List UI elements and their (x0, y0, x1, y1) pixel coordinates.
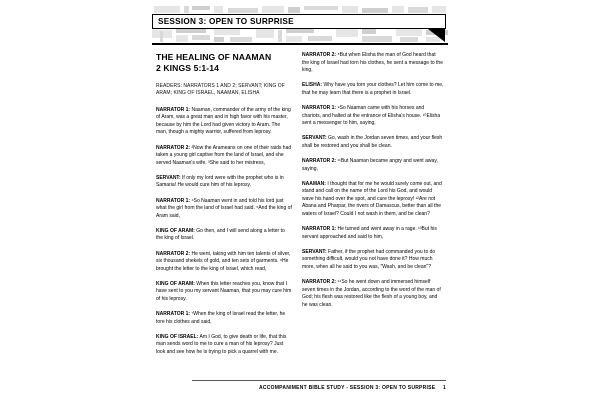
speech-text: I thought that for me he would surely come out, and stand and call on the name of the Lord his God, and would wave his hand over the spot, and cure the leprosy! ¹²Are not Abana and Pharpar, the rivers of Damascus, better than all the waters of Israel? Could I not wash in them, and be clean? (302, 180, 442, 217)
script-paragraph (156, 145, 292, 168)
speech-text: He went, taking with him ten talents of silver, six thousand shekels of gold, and ten sets of garments. ⁶He brought the letter to the king of Israel, which read, (156, 250, 291, 272)
script-paragraph (302, 82, 444, 97)
speech-text: ⁴So Naaman went in and told his lord just what the girl from the land of Israel had said. ⁵And the king of Aram said, (156, 197, 292, 219)
footer-divider-rule (192, 380, 446, 381)
speech-text: Go, wash in the Jordan seven times, and your flesh shall be restored and you shall be clean. (302, 135, 443, 149)
speech-text: When this letter reaches you, know that I have sent to you my servant Naaman, that you may cure him of his leprosy. (156, 280, 292, 302)
script-paragraph (156, 334, 292, 357)
speaker-label: KING OF ARAM: (156, 227, 195, 234)
script-paragraph (302, 226, 444, 241)
script-paragraph (156, 107, 292, 137)
speaker-label: SERVANT: (156, 174, 181, 181)
speaker-label: SERVANT: (302, 248, 327, 255)
speaker-label: NAAMAN: (302, 180, 326, 187)
footer-label: ACCOMPANIMENT BIBLE STUDY - SESSION 3: OPEN TO SURPRISE (259, 385, 436, 391)
speaker-label: NARRATOR 2: (302, 279, 337, 286)
speaker-label: SERVANT: (302, 135, 327, 142)
page-number: 1 (442, 385, 446, 391)
speaker-label: NARRATOR 2: (302, 157, 337, 164)
speech-text: Naaman, commander of the army of the king of Aram, was a great man and in high favor with his master, because by him the Lord had given victory to Aram. The man, though a mighty warrior, suffered from leprosy. (156, 106, 291, 136)
speech-text: ⁹So Naaman came with his horses and chariots, and halted at the entrance of Elisha's house. ¹⁰Elisha sent a messenger to him, saying, (302, 104, 441, 127)
left-column-paragraphs (156, 107, 292, 357)
readers-line: READERS: NARRATORS 1 AND 2; SERVANT; KING OF ARAM; KING OF ISRAEL, NAAMAN, ELISHA (156, 82, 285, 97)
script-paragraph (156, 198, 292, 221)
script-paragraph (156, 281, 292, 304)
script-paragraph (302, 158, 444, 173)
speech-text: Father, if the prophet had commanded you to do something difficult, would you not have done it? How much more, when all he said to you was, "Wash, and be clean"? (302, 248, 436, 270)
script-paragraph (302, 249, 444, 272)
speaker-label: NARRATOR 2: (156, 144, 191, 151)
speaker-label: NARRATOR 1: (156, 197, 191, 204)
session-title-label: SESSION 3: OPEN TO SURPRISE (158, 17, 294, 26)
speaker-label: NARRATOR 1: (302, 104, 337, 111)
speech-text: ²Now the Arameans on one of their raids had taken a young girl captive from the land of Israel, and she served Naaman's wife. ³She said to her mistress, (156, 144, 292, 166)
right-column-paragraphs (302, 52, 444, 309)
speech-text: ⁷When the king of Israel read the letter, he tore his clothes and said, (156, 311, 286, 325)
speaker-label: NARRATOR 1: (302, 226, 337, 233)
speaker-label: ELISHA: (302, 82, 323, 89)
speaker-label: NARRATOR 1: (156, 106, 191, 113)
session-title-box (152, 14, 446, 29)
header-divider-rule (152, 43, 448, 45)
speech-text: Why have you torn your clothes? Let him come to me, that he may learn that there is a prophet in Israel. (302, 82, 444, 96)
script-paragraph (302, 279, 444, 309)
header-corner-triangle-icon (428, 29, 445, 42)
script-paragraph (156, 228, 292, 243)
speech-text: ¹¹But Naaman became angry and went away, saying, (302, 157, 438, 172)
speaker-label: KING OF ISRAEL: (156, 333, 199, 340)
speech-text: ¹⁴So he went down and immersed himself seven times in the Jordan, according to the word of the man of God; his flesh was restored like the flesh of a young boy, and he was clean. (302, 279, 441, 308)
speaker-label: NARRATOR 2: (156, 250, 191, 257)
page-title (156, 52, 292, 75)
speech-text: Go then, and I will send along a letter to the king of Israel. (156, 227, 285, 242)
left-column (156, 52, 292, 364)
right-column (302, 52, 444, 317)
speaker-label: NARRATOR 1: (156, 311, 191, 318)
script-paragraph (302, 105, 444, 128)
page-title-line1: THE HEALING OF NAAMAN (156, 52, 272, 62)
speech-text: He turned and went away in a rage. ¹³But his servant approached and said to him, (302, 226, 437, 240)
script-paragraph (156, 251, 292, 274)
script-paragraph (156, 175, 292, 190)
page-title-line2: 2 KINGS 5:1-14 (156, 63, 220, 74)
script-paragraph (302, 135, 444, 150)
script-paragraph (302, 52, 444, 75)
speaker-label: NARRATOR 2: (302, 52, 337, 58)
script-paragraph (302, 181, 444, 219)
script-paragraph (156, 311, 292, 326)
speaker-label: KING OF ARAM: (156, 280, 195, 287)
speech-text: ⁸But when Elisha the man of God heard that the king of Israel had torn his clothes, he sent a message to the king, (302, 52, 444, 74)
speech-text: Am I God, to give death or life, that this man sends word to me to cure a man of his leprosy? Just look and see how he is trying to pick a quarrel with me. (156, 333, 287, 355)
footer (192, 385, 446, 391)
speech-text: If only my lord were with the prophet who is in Samaria! He would cure him of his leprosy. (156, 174, 284, 189)
